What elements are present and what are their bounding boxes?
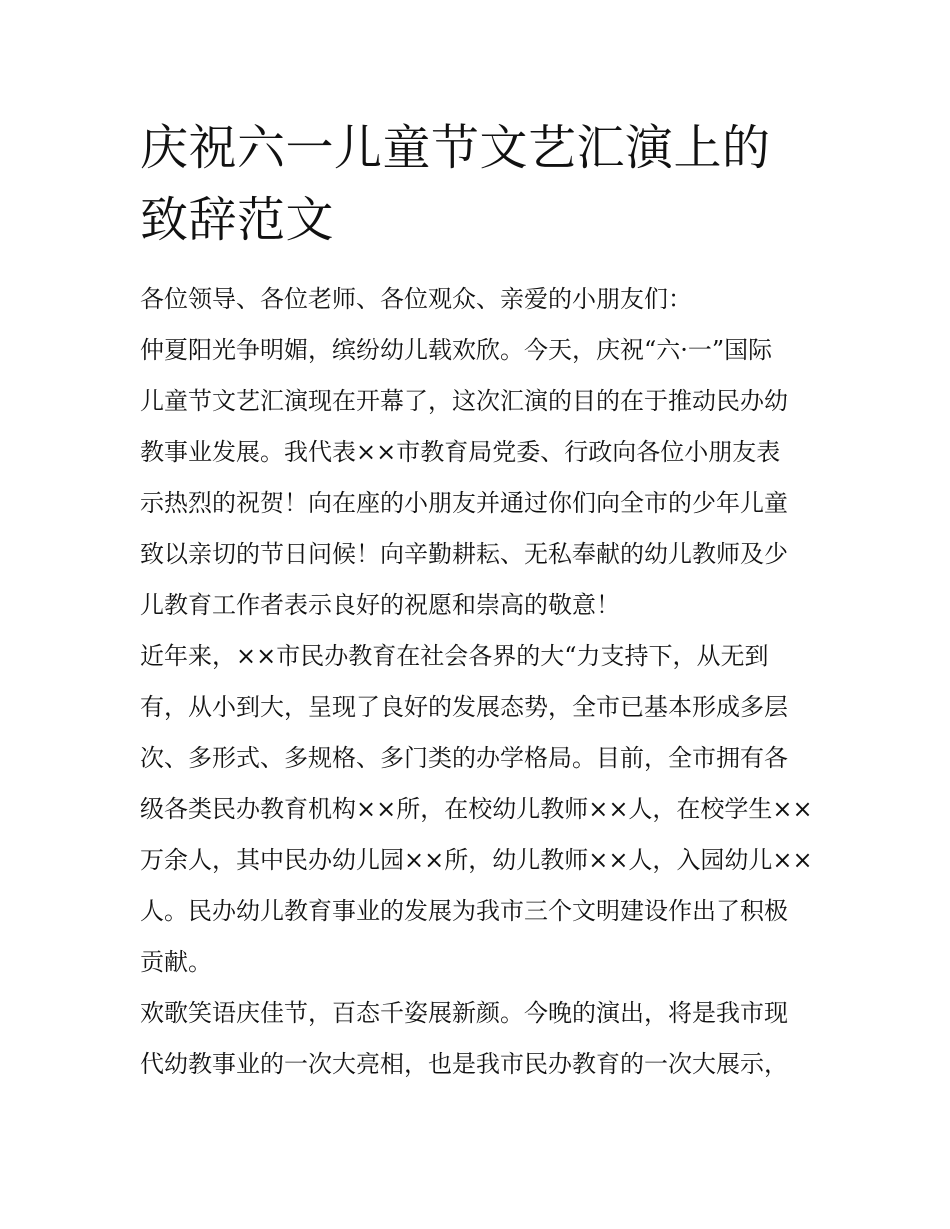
body-line: 仲夏阳光争明媚，缤纷幼儿载欢欣。今天，庆祝“六·一”国际: [140, 336, 773, 364]
document-title: [140, 112, 820, 256]
body-line: 人。民办幼儿教育事业的发展为我市三个文明建设作出了积极: [140, 897, 788, 925]
title-line: 致辞范文: [140, 192, 335, 248]
document-body: [140, 274, 820, 1090]
body-line: 近年来，××市民办教育在社会各界的大“力支持下，从无到: [140, 642, 769, 670]
body-line: 有，从小到大，呈现了良好的发展态势，全市已基本形成多层: [140, 693, 788, 721]
body-line: 儿童节文艺汇演现在开幕了，这次汇演的目的在于推动民办幼: [140, 387, 788, 415]
body-line: 教事业发展。我代表××市教育局党委、行政向各位小朋友表: [140, 438, 781, 466]
body-line: 儿教育工作者表示良好的祝愿和崇高的敬意！: [140, 591, 620, 619]
body-line: 代幼教事业的一次大亮相，也是我市民办教育的一次大展示，: [140, 1050, 788, 1078]
body-line: 致以亲切的节日问候！向辛勤耕耘、无私奉献的幼儿教师及少: [140, 540, 788, 568]
body-line-salutation: 各位领导、各位老师、各位观众、亲爱的小朋友们：: [140, 285, 692, 313]
body-line: 次、多形式、多规格、多门类的办学格局。目前，全市拥有各: [140, 744, 788, 772]
body-line: 贡献。: [140, 948, 212, 976]
body-line: 示热烈的祝贺！向在座的小朋友并通过你们向全市的少年儿童: [140, 489, 788, 517]
body-line: 万余人，其中民办幼儿园××所，幼儿教师××人，入园幼儿××: [140, 846, 813, 874]
document-content: [140, 112, 820, 1090]
body-line: 欢歌笑语庆佳节，百态千姿展新颜。今晚的演出，将是我市现: [140, 999, 788, 1027]
body-line: 级各类民办教育机构××所，在校幼儿教师××人，在校学生××: [140, 795, 813, 823]
title-line: 庆祝六一儿童节文艺汇演上的: [140, 120, 771, 176]
